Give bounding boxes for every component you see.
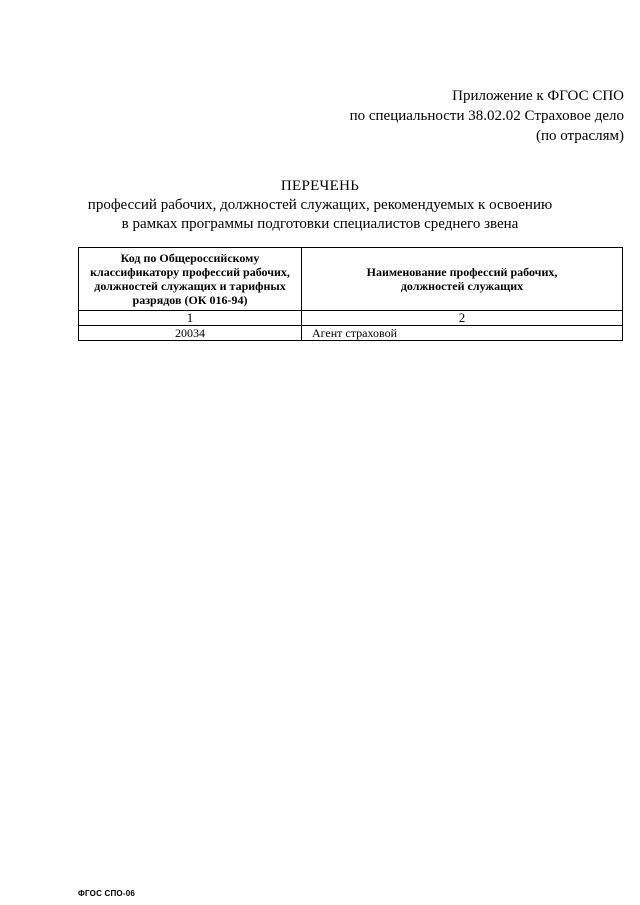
table-column-number-row	[79, 311, 623, 326]
table-header-name-line: Наименование профессий рабочих,	[366, 265, 558, 279]
appendix-header-line-1: Приложение к ФГОС СПО	[452, 88, 624, 104]
column-number-2: 2	[302, 311, 623, 326]
document-title-block	[0, 176, 640, 234]
table-header-row	[79, 248, 623, 311]
table-header-name-line: должностей служащих	[400, 279, 524, 293]
document-title: ПЕРЕЧЕНЬ	[280, 178, 360, 194]
professions-table	[78, 247, 623, 341]
table-header-code	[79, 248, 302, 311]
document-subtitle-line-1: профессий рабочих, должностей служащих, рекомендуемых к освоению	[87, 197, 553, 213]
table-header-code-line: Код по Общероссийскому	[120, 251, 260, 265]
table-header-code-line: разрядов (ОК 016-94)	[132, 293, 248, 307]
profession-code: 20034	[79, 326, 302, 341]
page-footer: ФГОС СПО-06	[78, 889, 135, 898]
table-header-code-line: должностей служащих и тарифных	[94, 279, 286, 293]
document-subtitle-line-2: в рамках программы подготовки специалистов среднего звена	[121, 216, 519, 232]
table-row	[79, 326, 623, 341]
appendix-header-line-3: (по отраслям)	[535, 128, 624, 144]
appendix-header-line-2: по специальности 38.02.02 Страховое дело	[349, 108, 624, 124]
table-header-code-line: классификатору профессий рабочих,	[90, 265, 290, 279]
column-number-1: 1	[79, 311, 302, 326]
appendix-header	[350, 86, 624, 146]
profession-name: Агент страховой	[302, 326, 623, 341]
table-header-name	[302, 248, 623, 311]
